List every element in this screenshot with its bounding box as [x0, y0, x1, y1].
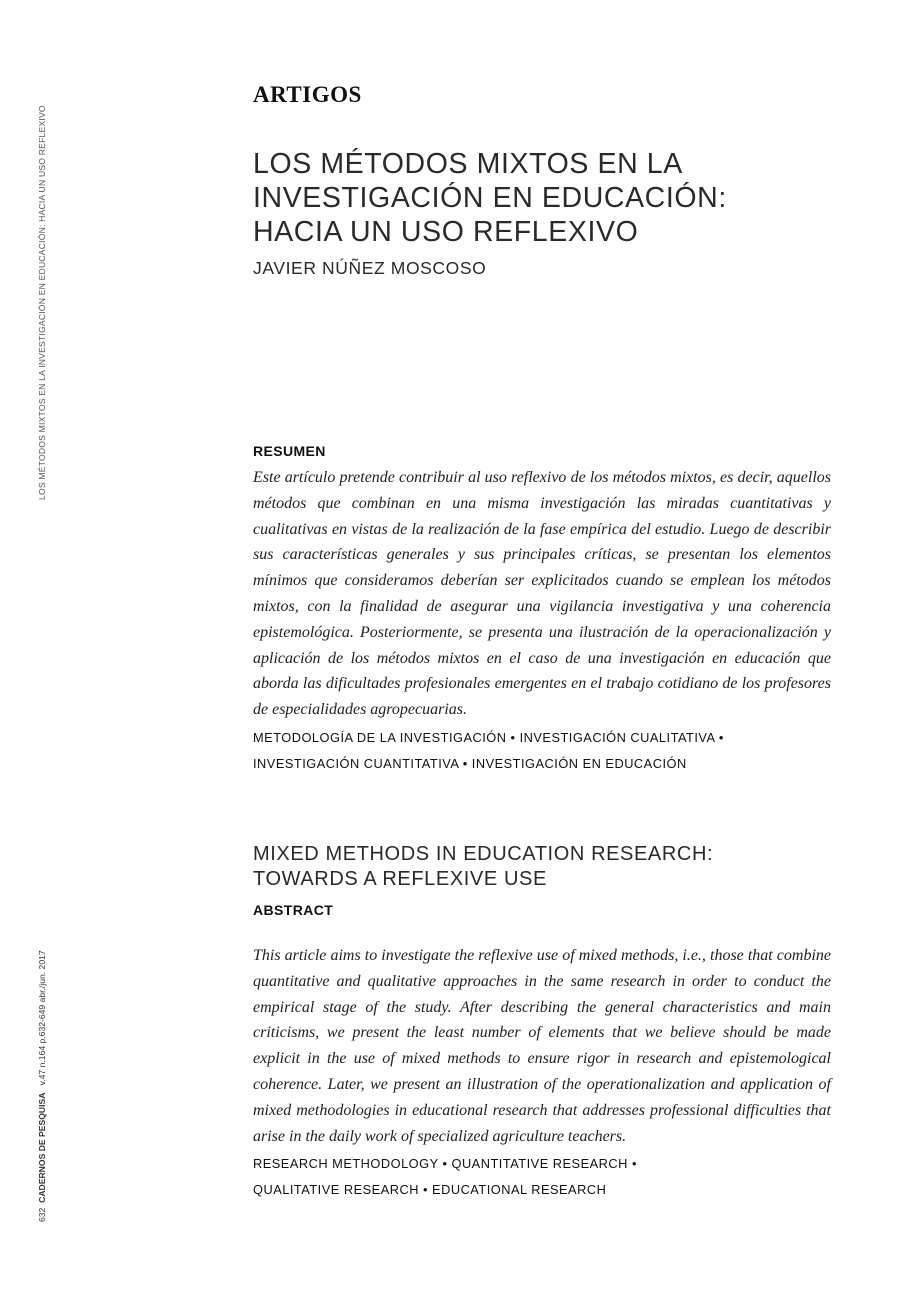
abstract-text: This article aims to investigate the reflexive use of mixed methods, i.e., those that combine quantitative and qualitative approaches in the same research in order to conduct the empirical stage of the study. After describing the general characteristics and main criticisms, we present the least number of elements that we believe should be made explicit in the use of mixed methods to ensure rigor in research and epistemological coherence. Later, we present an illustration of the operationalization and application of mixed methodologies in educational research that addresses professional difficulties that arise in the daily work of specialized agriculture teachers. — [253, 947, 831, 1145]
english-title — [253, 842, 713, 892]
title-line: LOS MÉTODOS MIXTOS EN LA — [253, 148, 683, 180]
title-line: HACIA UN USO REFLEXIVO — [253, 216, 639, 248]
keywords-line: RESEARCH METHODOLOGY • QUANTITATIVE RESEARCH • — [253, 1156, 637, 1172]
resumen-heading: RESUMEN — [253, 443, 326, 459]
resumen-text: Este artículo pretende contribuir al uso reflexivo de los métodos mixtos, es decir, aquellos métodos que combinan en una misma investigación las miradas cuantitativas y cualitativas en vistas de la realización de la fase empírica del estudio. Luego de describir sus características generales y sus principales críticas, se presentan los elementos mínimos que consideramos deberían ser explicitados cuando se emplean los métodos mixtos, con la finalidad de asegurar una vigilancia investigativa y una coherencia epistemológica. Posteriormente, se presenta una ilustración de la operacionalización y aplicación de los métodos mixtos en el caso de una investigación en educación que aborda las dificultades profesionales emergentes en el trabajo cotidiano de los profesores de especialidades agropecuarias. — [253, 469, 831, 719]
page-number: 632 — [37, 1207, 47, 1222]
resumen-section — [253, 443, 831, 777]
author-name: JAVIER NÚÑEZ MOSCOSO — [253, 258, 487, 278]
title-line: INVESTIGACIÓN EN EDUCACIÓN: — [253, 182, 727, 214]
abstract-keywords — [253, 1151, 831, 1203]
running-header: LOS MÉTODOS MIXTOS EN LA INVESTIGACIÓN EN EDUCACIÓN: HACIA UN USO REFLEXIVO — [37, 105, 47, 500]
keywords-line: QUALITATIVE RESEARCH • EDUCATIONAL RESEARCH — [253, 1182, 607, 1198]
article-title — [253, 147, 853, 249]
keywords-line: INVESTIGACIÓN CUANTITATIVA • INVESTIGACIÓN EN EDUCACIÓN — [253, 755, 687, 771]
english-title-line: TOWARDS A REFLEXIVE USE — [253, 868, 547, 890]
keywords-line: METODOLOGÍA DE LA INVESTIGACIÓN • INVESTIGACIÓN CUALITATIVA • — [253, 729, 724, 745]
abstract-section — [253, 902, 831, 1203]
resumen-keywords — [253, 725, 831, 777]
journal-citation: v.47 n.164 p.632-649 abr./jun. 2017 — [37, 950, 47, 1086]
journal-name: CADERNOS DE PESQUISA — [37, 1092, 47, 1203]
abstract-heading: ABSTRACT — [253, 902, 334, 918]
section-label: ARTIGOS — [253, 82, 362, 107]
english-title-line: MIXED METHODS IN EDUCATION RESEARCH: — [253, 843, 714, 865]
page-footer — [37, 950, 47, 1222]
